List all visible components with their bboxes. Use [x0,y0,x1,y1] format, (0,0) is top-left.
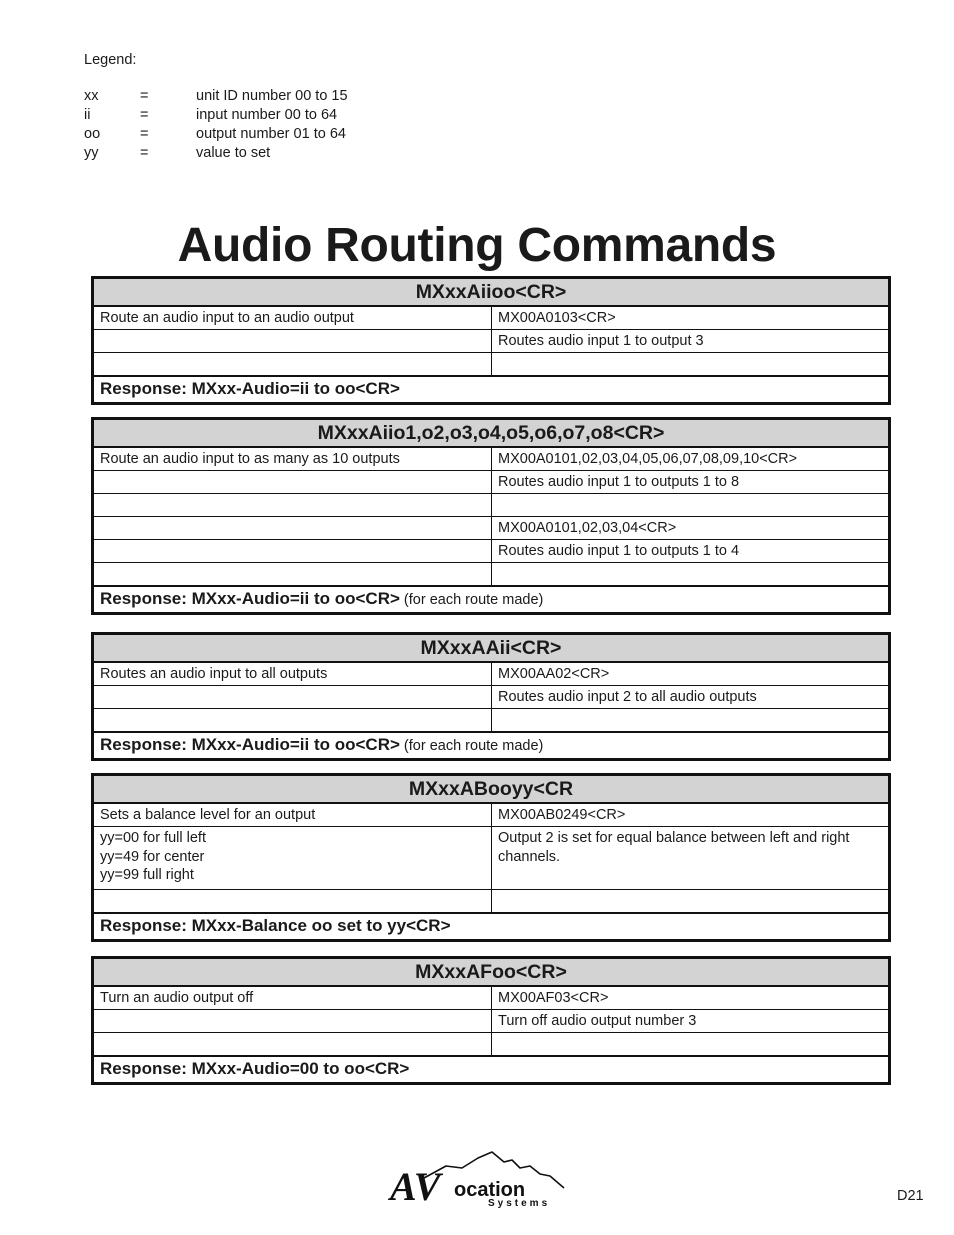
command-syntax-header: MXxxAFoo<CR> [93,958,890,987]
command-response [93,732,890,760]
command-table-route-all [91,632,891,761]
response-text: Response: MXxx-Audio=ii to oo<CR> [100,735,400,754]
command-example: Turn off audio output number 3 [492,1010,890,1033]
command-example [492,1033,890,1057]
command-description [93,686,492,709]
legend-row [84,125,348,144]
command-response [93,586,890,614]
page-title: Audio Routing Commands [177,219,777,272]
command-description: yy=00 for full left yy=49 for center yy=99 full right [93,827,492,890]
command-example: Routes audio input 2 to all audio outputs [492,686,890,709]
legend-description: unit ID number 00 to 15 [196,88,348,104]
command-example: MX00A0101,02,03,04,05,06,07,08,09,10<CR> [492,447,890,471]
command-example: Routes audio input 1 to outputs 1 to 8 [492,471,890,494]
legend-description: value to set [196,145,271,161]
legend-description: input number 00 to 64 [196,107,338,123]
command-syntax-header: MXxxAAii<CR> [93,634,890,663]
command-example: Routes audio input 1 to output 3 [492,330,890,353]
command-description [93,353,492,377]
command-example [492,890,890,914]
command-description [93,563,492,587]
command-response [93,1056,890,1084]
legend-key: xx [84,88,99,104]
response-text: Response: MXxx-Balance oo set to yy<CR> [100,916,451,935]
legend-row [84,87,348,106]
command-description: Routes an audio input to all outputs [93,662,492,686]
command-example [492,494,890,517]
command-description: Route an audio input to as many as 10 outputs [93,447,492,471]
legend-row [84,144,348,163]
command-description [93,709,492,733]
response-text: Response: MXxx-Audio=ii to oo<CR> [100,589,400,608]
legend-row [84,106,348,125]
command-description: Sets a balance level for an output [93,803,492,827]
command-description [93,890,492,914]
legend-title: Legend: [84,52,137,68]
command-example: Routes audio input 1 to outputs 1 to 4 [492,540,890,563]
legend-key: oo [84,126,101,142]
logo-wordmark-av: AV [390,1164,441,1209]
legend [84,52,348,163]
command-description [93,471,492,494]
command-description [93,494,492,517]
command-example: MX00AF03<CR> [492,986,890,1010]
command-syntax-header: MXxxAiio1,o2,o3,o4,o5,o6,o7,o8<CR> [93,419,890,448]
command-description [93,540,492,563]
command-table-route-single [91,276,891,405]
legend-key: ii [84,107,91,123]
response-text: Response: MXxx-Audio=ii to oo<CR> [100,379,400,398]
command-syntax-header: MXxxABooyy<CR [93,775,890,804]
command-table-output-off [91,956,891,1085]
command-example [492,563,890,587]
legend-equals: = [140,145,149,161]
command-description: Route an audio input to an audio output [93,306,492,330]
command-table-balance [91,773,891,942]
company-logo [388,1148,570,1215]
command-syntax-header: MXxxAiioo<CR> [93,278,890,307]
command-example: MX00AA02<CR> [492,662,890,686]
command-description [93,1010,492,1033]
command-description [93,330,492,353]
command-description [93,517,492,540]
command-response [93,376,890,404]
logo-subtitle: Systems [488,1198,551,1209]
legend-equals: = [140,88,149,104]
legend-equals: = [140,107,149,123]
command-example: Output 2 is set for equal balance between left and right channels. [492,827,890,890]
legend-equals: = [140,126,149,142]
logo-graphic [388,1148,570,1210]
command-example: MX00AB0249<CR> [492,803,890,827]
response-text: Response: MXxx-Audio=00 to oo<CR> [100,1059,410,1078]
response-note: (for each route made) [399,738,544,754]
legend-key: yy [84,145,99,161]
command-table-route-multiple [91,417,891,615]
command-example [492,353,890,377]
page-number: D21 [897,1188,924,1204]
response-note: (for each route made) [399,592,544,608]
command-example [492,709,890,733]
command-example: MX00A0103<CR> [492,306,890,330]
logo-wordmark: ocation [454,1179,526,1201]
command-description [93,1033,492,1057]
command-description: Turn an audio output off [93,986,492,1010]
legend-description: output number 01 to 64 [196,126,346,142]
command-example: MX00A0101,02,03,04<CR> [492,517,890,540]
command-response [93,913,890,941]
